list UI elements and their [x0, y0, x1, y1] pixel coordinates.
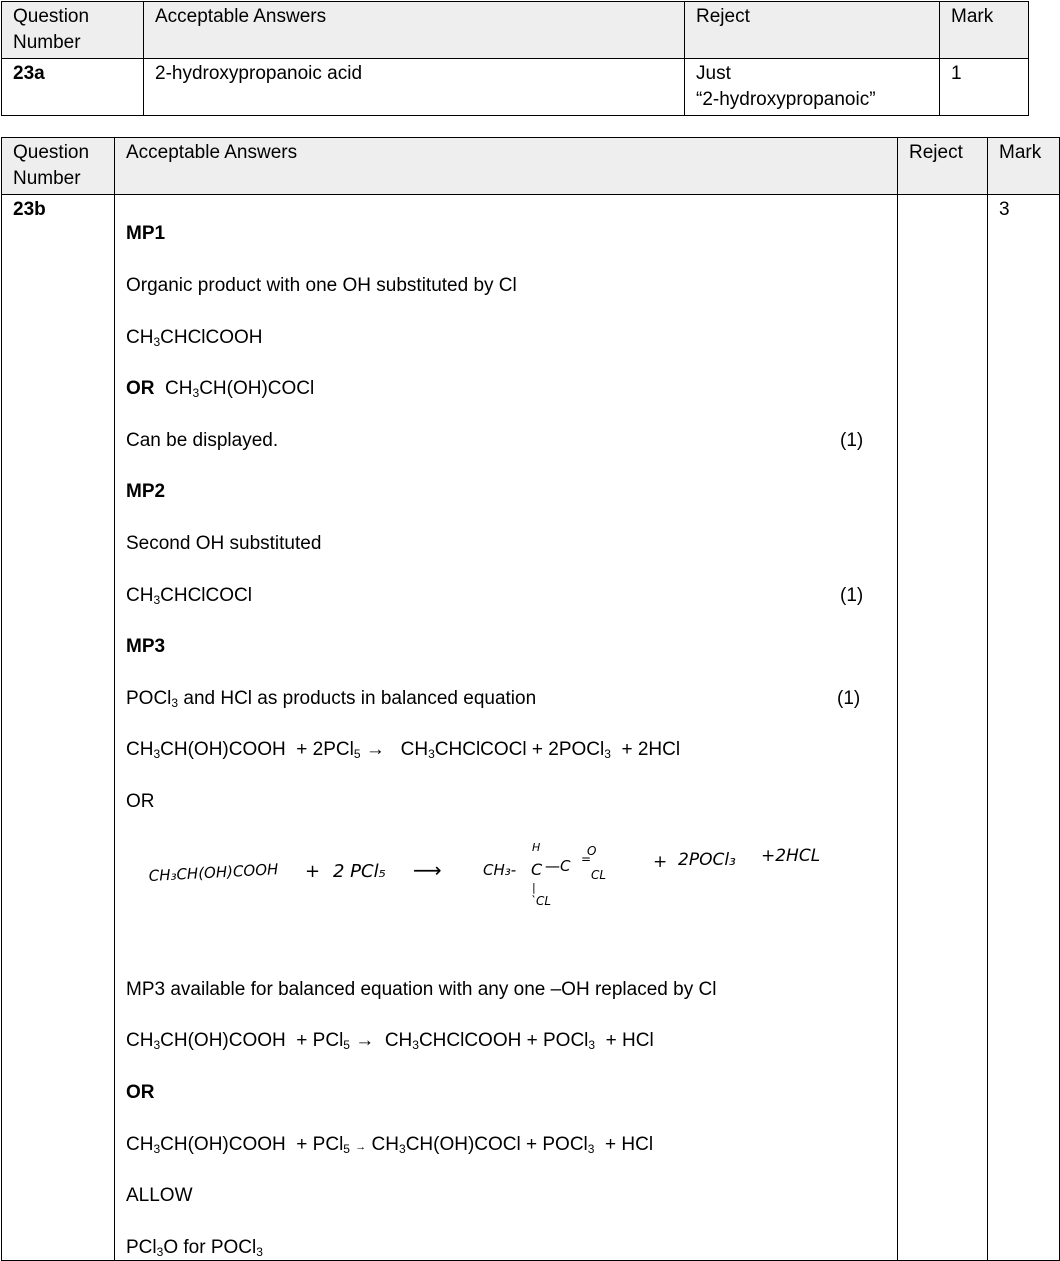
mp1-or: OR — [126, 378, 155, 399]
handwritten-equation-image — [145, 825, 865, 905]
table-23a — [1, 1, 1029, 116]
svg-text:CH₃-: CH₃- — [483, 861, 517, 879]
svg-text:+: + — [653, 852, 668, 872]
svg-text:C: C — [531, 860, 543, 879]
svg-text:O: O — [587, 844, 597, 858]
svg-text:=: = — [581, 852, 592, 866]
mp1-desc: Organic product with one OH substituted by Cl — [126, 275, 517, 296]
header-acceptable-answers: Acceptable Answers — [115, 138, 898, 195]
question-number-23b: 23b — [2, 195, 115, 1261]
svg-text:+2HCL: +2HCL — [761, 846, 821, 866]
mp2-formula: $CH_3CHClCOCl$ — [126, 585, 252, 607]
header-acceptable-answers: Acceptable Answers — [144, 2, 685, 59]
reject-23a — [685, 59, 940, 116]
mp3-eq3: $CH_3CH(OH)COOH + PCl_5$ → $CH_3CH(OH)COCl$ + POCl$_3$ + HCl — [126, 1134, 654, 1156]
table-23b — [1, 137, 1060, 1261]
mp3-or2: OR — [126, 1082, 155, 1103]
question-number-23a: 23a — [2, 59, 144, 116]
reject-23a-line2: “2-hydroxypropanoic” — [696, 89, 876, 110]
svg-text:⟶: ⟶ — [413, 858, 442, 882]
svg-text:|: | — [532, 881, 536, 894]
mp3-mark: (1) — [837, 688, 861, 709]
svg-text:CH₃CH(OH)COOH: CH₃CH(OH)COOH — [148, 860, 279, 885]
mp3-allow: ALLOW — [126, 1185, 193, 1206]
svg-text:2 PCl₅: 2 PCl₅ — [333, 861, 386, 882]
mark-23b: 3 — [988, 195, 1060, 1261]
mp1-alt: OR $CH_3CH(OH)COCl$ — [126, 378, 315, 400]
header-reject: Reject — [685, 2, 940, 59]
mp1-note: Can be displayed. — [126, 430, 279, 451]
mp1-heading: MP1 — [126, 223, 166, 244]
answer-23b — [115, 195, 898, 1261]
mp3-note: MP3 available for balanced equation with any one –OH replaced by Cl — [126, 979, 717, 1000]
mp3-heading: MP3 — [126, 636, 166, 657]
mp3-or1: OR — [126, 791, 155, 812]
svg-text:+: + — [305, 861, 321, 882]
mp2-mark: (1) — [840, 585, 864, 606]
mp3-eq2: $CH_3CH(OH)COOH + PCl_5$ → $CH_3CHClCOOH$ + POCl$_3$ + HCl — [126, 1030, 654, 1052]
mp2-heading: MP2 — [126, 481, 166, 502]
header-question-number: Question Number — [2, 2, 144, 59]
mp3-allow-text: PCl$_3$O for POCl$_3$ — [126, 1237, 263, 1259]
mark-23a: 1 — [940, 59, 1029, 116]
reject-23a-line1: Just — [696, 63, 731, 84]
svg-text:`CL: `CL — [530, 894, 552, 905]
svg-text:CL: CL — [591, 868, 607, 882]
mp3-desc: POCl$_3$ and HCl as products in balanced equation — [126, 688, 537, 710]
header-mark: Mark — [988, 138, 1060, 195]
svg-text:2POCl₃: 2POCl₃ — [678, 850, 736, 870]
mp1-formula: $CH_3CHClCOOH$ — [126, 327, 263, 349]
svg-text:H: H — [532, 841, 541, 854]
mp3-equation: $CH_3CH(OH)COOH + 2PCl_5$ → $CH_3CHClCOCl$ + 2POCl$_3$ + 2HCl — [126, 739, 681, 761]
header-mark: Mark — [940, 2, 1029, 59]
svg-text:—C: —C — [545, 857, 571, 875]
mp2-desc: Second OH substituted — [126, 533, 322, 554]
mp1-mark: (1) — [840, 430, 864, 451]
header-reject: Reject — [898, 138, 988, 195]
answer-23a: 2-hydroxypropanoic acid — [144, 59, 685, 116]
header-question-number: Question Number — [2, 138, 115, 195]
reject-23b — [898, 195, 988, 1261]
